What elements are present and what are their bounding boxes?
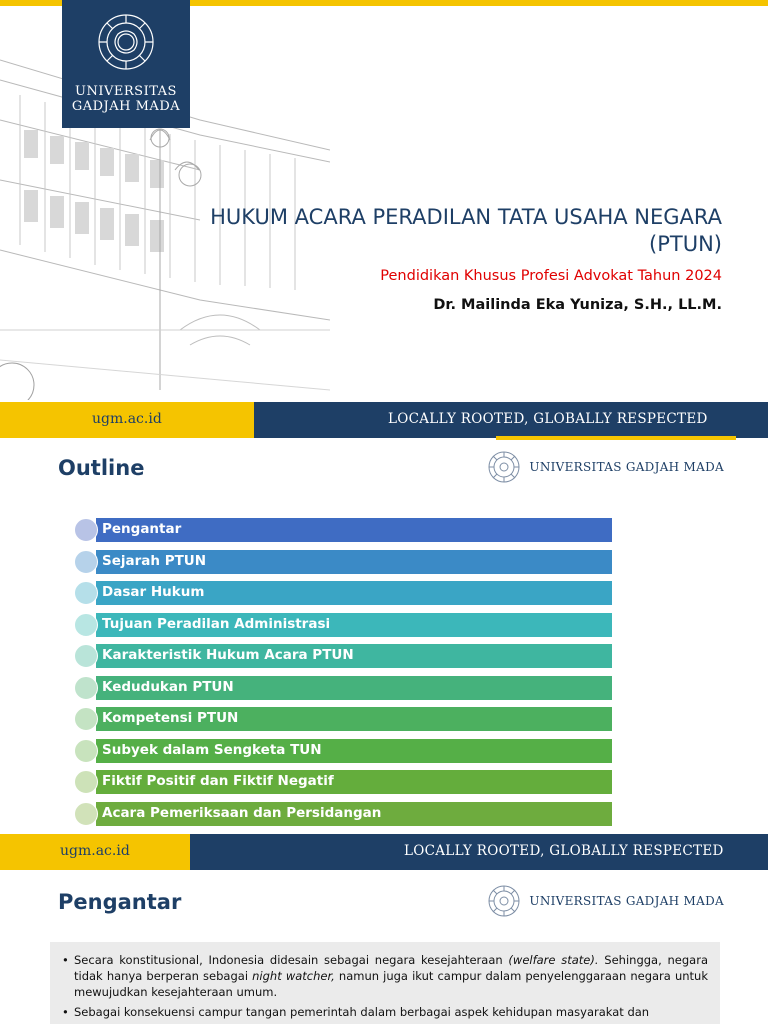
outline-item (74, 676, 614, 700)
text-span: Sehingga, negara tidak hanya berperan sebagai (74, 953, 708, 983)
outline-item (74, 770, 614, 794)
ugm-logo-block (62, 0, 190, 128)
logo-text-line-2: GADJAH MADA (71, 99, 181, 114)
footer-site-link[interactable]: ugm.ac.id (92, 411, 162, 427)
outline-bullet-circle (74, 739, 98, 763)
outline-item (74, 644, 614, 668)
footer-tagline: LOCALLY ROOTED, GLOBALLY RESPECTED (388, 411, 708, 427)
outline-list (74, 518, 614, 833)
cover-slide (0, 0, 768, 440)
pengantar-slide (0, 872, 768, 1024)
pengantar-title: Pengantar (58, 890, 182, 914)
italic-term: night watcher, (252, 969, 335, 983)
footer-tagline: LOCALLY ROOTED, GLOBALLY RESPECTED (404, 843, 724, 859)
footer-navy-block (254, 402, 768, 438)
bullet-paragraph (74, 952, 708, 1000)
outline-item-label: Kompetensi PTUN (102, 710, 239, 726)
outline-item-label: Dasar Hukum (102, 584, 205, 600)
footer-navy-block (190, 834, 768, 870)
cover-footer-band (0, 402, 768, 438)
outline-item (74, 802, 614, 826)
bullet-paragraph: • Sebagai konsekuensi campur tangan pemerintah dalam berbagai aspek kehidupan masyarakat dan (74, 1004, 708, 1020)
outline-slide (0, 440, 768, 859)
presentation-title (162, 204, 722, 258)
outline-item (74, 581, 614, 605)
outline-item-label: Fiktif Positif dan Fiktif Negatif (102, 773, 334, 789)
ugm-seal-icon (96, 12, 156, 72)
outline-item (74, 613, 614, 637)
title-line-1: HUKUM ACARA PERADILAN TATA USAHA NEGARA (210, 205, 722, 229)
outline-footer-band (0, 834, 768, 870)
outline-bullet-circle (74, 613, 98, 637)
outline-bullet-circle (74, 802, 98, 826)
outline-bullet-circle (74, 676, 98, 700)
outline-bullet-circle (74, 550, 98, 574)
title-line-2: (PTUN) (649, 232, 722, 256)
brand-university-name: UNIVERSITAS GADJAH MADA (529, 894, 724, 908)
outline-item-label: Pengantar (102, 521, 182, 537)
outline-item (74, 518, 614, 542)
outline-bullet-circle (74, 644, 98, 668)
logo-text-line-1: UNIVERSITAS (75, 84, 177, 99)
outline-item (74, 707, 614, 731)
text-span: namun juga ikut campur dalam penyelenggaraan negara untuk mewujudkan kesejahteraan umum. (74, 969, 708, 999)
italic-term: (welfare state). (508, 953, 599, 967)
outline-title: Outline (58, 456, 145, 480)
brand-university-name: UNIVERSITAS GADJAH MADA (529, 460, 724, 474)
presentation-author: Dr. Mailinda Eka Yuniza, S.H., LL.M. (433, 297, 722, 313)
outline-item-label: Acara Pemeriksaan dan Persidangan (102, 804, 382, 821)
outline-item-label: Kedudukan PTUN (102, 678, 234, 695)
outline-item-label: Karakteristik Hukum Acara PTUN (102, 647, 354, 663)
pengantar-content-box (50, 942, 720, 1024)
ugm-seal-icon (487, 884, 521, 918)
outline-bullet-circle (74, 518, 98, 542)
outline-item-label: Sejarah PTUN (102, 552, 207, 569)
outline-item (74, 739, 614, 763)
logo-university-name (62, 84, 190, 114)
footer-site-link[interactable]: ugm.ac.id (60, 843, 130, 859)
outline-item (74, 550, 614, 574)
text-span: Secara konstitusional, Indonesia didesain sebagai negara kesejahteraan (74, 953, 509, 967)
brand-header (487, 450, 724, 484)
outline-bullet-circle (74, 707, 98, 731)
brand-header (487, 884, 724, 918)
ugm-seal-icon (487, 450, 521, 484)
outline-item-label: Tujuan Peradilan Administrasi (102, 615, 331, 632)
outline-item-label: Subyek dalam Sengketa TUN (102, 741, 322, 758)
outline-bullet-circle (74, 581, 98, 605)
outline-bullet-circle (74, 770, 98, 794)
presentation-subtitle: Pendidikan Khusus Profesi Advokat Tahun 2024 (380, 268, 722, 284)
